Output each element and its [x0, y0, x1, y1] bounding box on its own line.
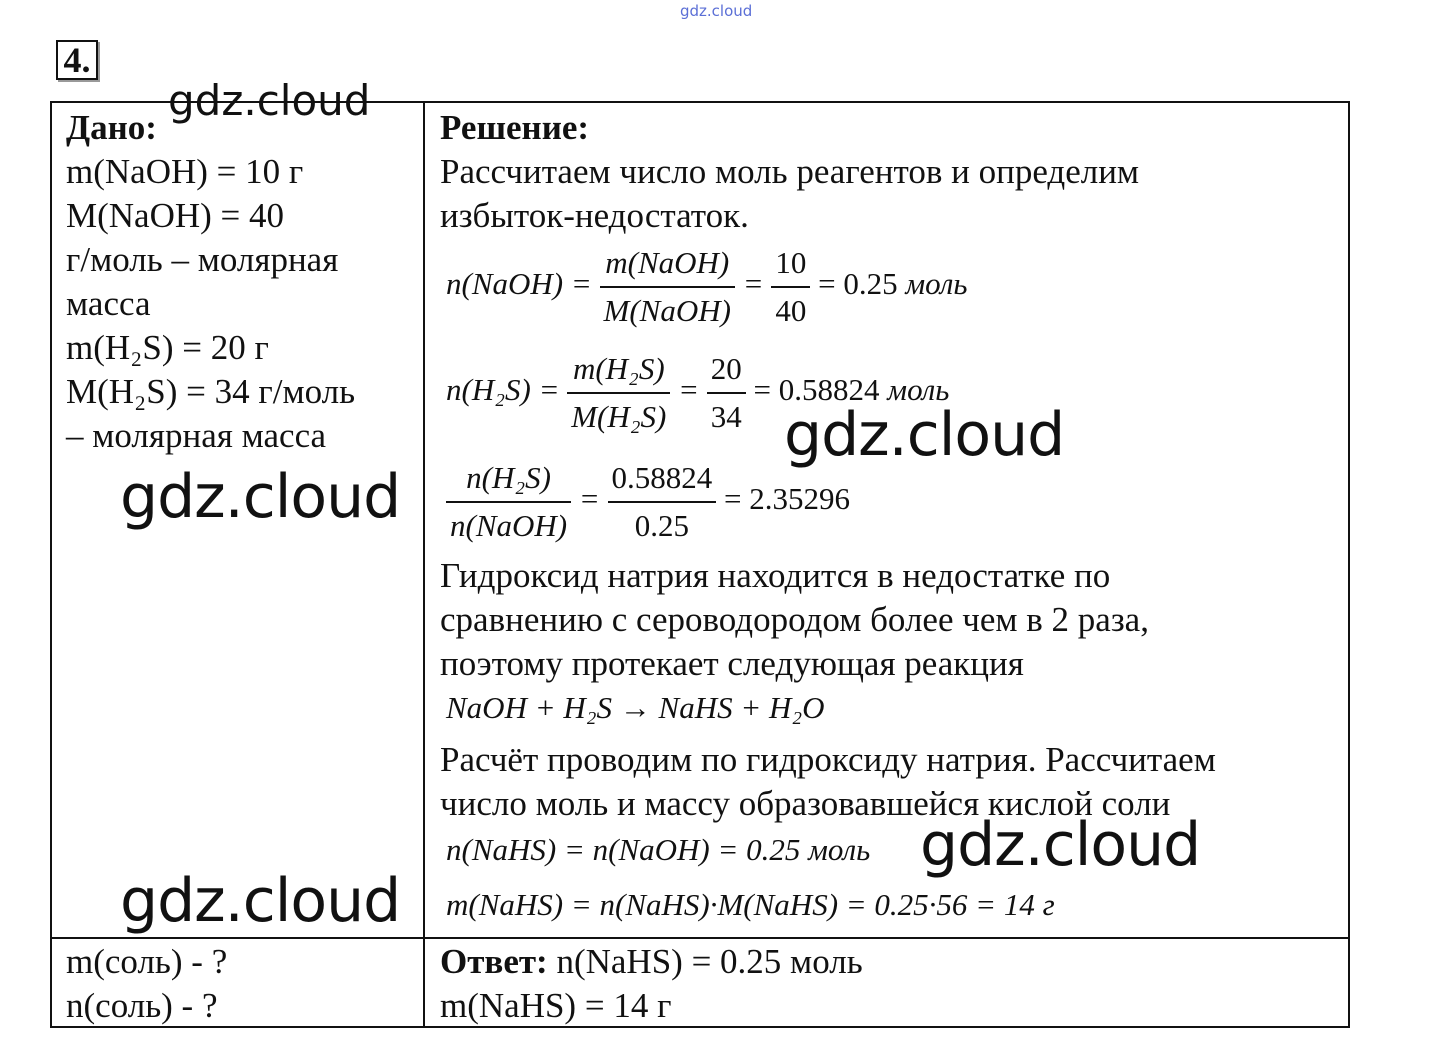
find-column — [66, 940, 227, 1028]
para3-line: число моль и массу образовавшейся кислой соли — [440, 784, 1171, 823]
given-line: – молярная масса — [66, 416, 327, 455]
solution-column — [440, 106, 1139, 238]
eq1-result: = 0.25 — [818, 266, 898, 302]
solution-intro-line: Рассчитаем число моль реагентов и определим — [440, 152, 1140, 191]
solution-heading: Решение: — [440, 108, 590, 147]
answer-label: Ответ: — [440, 942, 548, 981]
eq3-denominator: n(NaOH) — [450, 508, 568, 543]
solution-intro-line: избыток-недостаток. — [440, 196, 749, 235]
para2-line: поэтому протекает следующая реакция — [440, 644, 1024, 683]
watermark: gdz.cloud — [784, 400, 1065, 470]
given-line: M(NaOH) = 40 — [66, 196, 285, 235]
para2-line: сравнению с сероводородом более чем в 2 раза, — [440, 600, 1149, 639]
table-divider-vertical — [423, 101, 425, 1028]
eq1-fraction — [600, 240, 735, 334]
given-column — [66, 106, 355, 458]
watermark: gdz.cloud — [120, 866, 401, 936]
eq3-result: = 2.35296 — [724, 481, 851, 517]
eq2-unit: моль — [887, 372, 950, 408]
given-line: г/моль – молярная — [66, 240, 339, 279]
para2-line: Гидроксид натрия находится в недостатке по — [440, 556, 1111, 595]
find-line: n(соль) - ? — [66, 986, 218, 1025]
watermark: gdz.cloud — [120, 462, 401, 532]
eq3-fraction — [446, 455, 571, 549]
eq3-den-value: 0.25 — [634, 508, 690, 543]
eq3-values — [608, 455, 717, 549]
eq1-numerator: m(NaOH) — [600, 240, 735, 288]
table-border-right — [1348, 101, 1350, 1028]
watermark: gdz.cloud — [168, 76, 371, 125]
equation-n-nahs: n(NaHS) = n(NaOH) = 0.25 моль — [446, 832, 871, 867]
eq2-num-value: 20 — [707, 346, 746, 394]
given-line: масса — [66, 284, 151, 323]
top-watermark: gdz.cloud — [680, 2, 753, 20]
eq2-values — [707, 346, 746, 440]
watermark: gdz.cloud — [920, 810, 1201, 880]
given-heading: Дано: — [66, 108, 157, 147]
equation-ratio: $\frac{\text{n(H₂S)}}{\text{n(NaOH)}}$ = $\frac{0.58824}{0.25}$ = 2.35296 — [446, 455, 850, 549]
reaction-equation: NaOH + H₂S → NaHS + H₂O — [446, 690, 825, 725]
eq1-den-value: 40 — [775, 293, 807, 328]
eq1-values — [771, 240, 810, 334]
table-border-left — [50, 101, 52, 1028]
answer-line-2: m(NaHS) = 14 г — [440, 986, 672, 1025]
given-line: m(H₂S) = 20 г — [66, 328, 269, 367]
eq3-num-value: 0.58824 — [608, 455, 717, 503]
answer-line-1: n(NaHS) = 0.25 моль — [556, 942, 863, 981]
eq2-lhs: n(H₂S) — [446, 372, 531, 408]
eq2-denominator: M(H₂S) — [571, 399, 667, 434]
equation-n-h2s: n(H₂S) = $\frac{\text{m(H₂S)}}{\text{M(H₂S)}}$ = $\frac{20}{34}$ = 0.58824 моль — [446, 346, 949, 440]
eq2-result: = 0.58824 — [753, 372, 880, 408]
eq1-lhs: n(NaOH) — [446, 266, 564, 302]
equation-m-nahs: m(NaHS) = n(NaHS)·M(NaHS) = 0.25·56 = 14 г — [446, 887, 1055, 922]
eq2-den-value: 34 — [710, 399, 742, 434]
task-number: 4. — [56, 40, 98, 80]
equation-n-naoh: n(NaOH) = $\frac{\text{m(NaOH)}}{\text{M(NaOH)}}$ = $\frac{10}{40}$ = 0.25 моль — [446, 240, 968, 334]
eq3-numerator: n(H₂S) — [446, 455, 571, 503]
given-line: m(NaOH) = 10 г — [66, 152, 304, 191]
solution-paragraph-2 — [440, 554, 1149, 686]
para3-line: Расчёт проводим по гидроксиду натрия. Рассчитаем — [440, 740, 1216, 779]
eq1-unit: моль — [905, 266, 968, 302]
eq2-fraction — [567, 346, 670, 440]
eq1-num-value: 10 — [771, 240, 810, 288]
table-divider-horizontal — [50, 937, 1350, 939]
answer-block — [440, 940, 863, 1028]
find-line: m(соль) - ? — [66, 942, 228, 981]
eq1-denominator: M(NaOH) — [603, 293, 731, 328]
given-line: M(H₂S) = 34 г/моль — [66, 372, 356, 411]
eq2-numerator: m(H₂S) — [567, 346, 670, 394]
